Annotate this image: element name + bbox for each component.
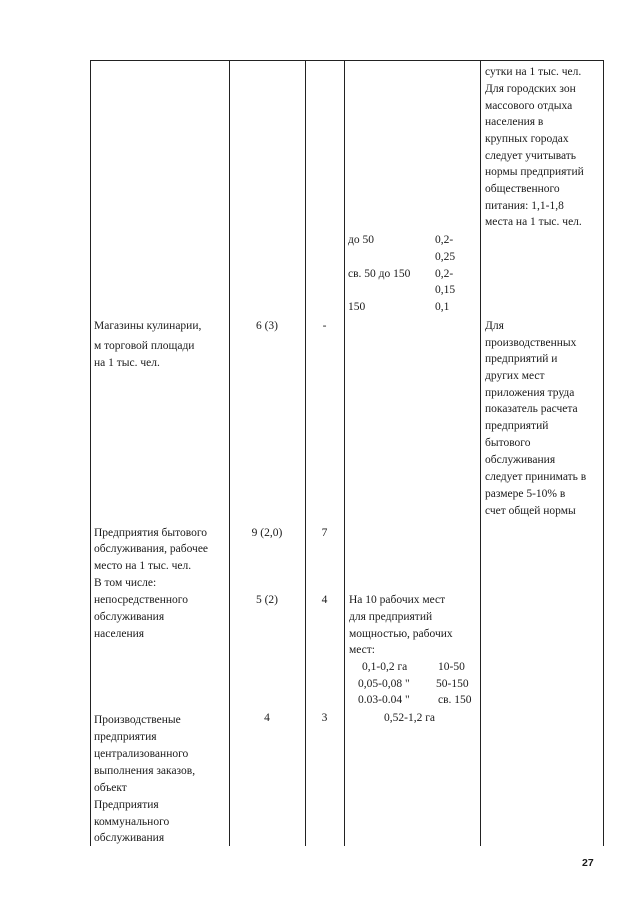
- size-value: 0,2-: [435, 234, 454, 246]
- row-name-line: Предприятия бытового: [94, 527, 208, 539]
- row-name-line: Магазины кулинарии,: [94, 320, 202, 332]
- column-divider: [305, 60, 306, 846]
- size-range: 150: [348, 301, 366, 313]
- column-divider: [344, 60, 345, 846]
- note-line: населения в: [485, 116, 544, 128]
- row-norm: 4: [264, 712, 270, 724]
- size-value: 0,2-: [435, 268, 454, 280]
- note-line: обслуживания: [485, 454, 556, 466]
- size-value: 0,25: [435, 251, 456, 263]
- note-line: Для городских зон: [485, 83, 576, 95]
- note-line: размере 5-10% в: [485, 488, 566, 500]
- sizing-capacity: св. 150: [438, 694, 472, 706]
- note-line: следует принимать в: [485, 471, 587, 483]
- note-line: счет общей нормы: [485, 505, 576, 517]
- row-value: 3: [321, 712, 328, 724]
- row-name-line: предприятия: [94, 731, 157, 743]
- note-line: приложения труда: [485, 387, 575, 399]
- size-value: 0,15: [435, 284, 456, 296]
- note-line: следует учитывать: [485, 150, 577, 162]
- row-name-line: м торговой площади: [94, 340, 195, 352]
- column-divider: [480, 60, 481, 846]
- row-value: 7: [321, 527, 328, 539]
- sizing-text: для предприятий: [349, 611, 433, 623]
- row-name-line: Предприятия: [94, 799, 159, 811]
- table-border-left: [90, 60, 91, 846]
- row-name-line: непосредственного: [94, 594, 188, 606]
- row-name-line: Производственые: [94, 714, 181, 726]
- table-top-border: [90, 60, 604, 61]
- row-name-line: централизованного: [94, 748, 189, 760]
- sizing-text: На 10 рабочих мест: [349, 594, 446, 606]
- row-name-line: обслуживания: [94, 611, 165, 623]
- sizing-area: 0,1-0,2 га: [362, 661, 408, 673]
- note-line: питания: 1,1-1,8: [485, 200, 564, 212]
- note-line: массового отдыха: [485, 100, 573, 112]
- note-line: других мест: [485, 370, 545, 382]
- note-line: места на 1 тыс. чел.: [485, 216, 582, 228]
- row-name-line: объект: [94, 782, 127, 794]
- column-divider: [229, 60, 230, 846]
- note-line: сутки на 1 тыс. чел.: [485, 66, 582, 78]
- note-line: крупных городах: [485, 133, 569, 145]
- sizing-capacity: 50-150: [436, 678, 469, 690]
- row-norm: 5 (2): [255, 594, 279, 606]
- size-range: св. 50 до 150: [348, 268, 411, 280]
- page-number: 27: [582, 857, 594, 869]
- note-line: общественного: [485, 183, 560, 195]
- row-name-line: на 1 тыс. чел.: [94, 357, 160, 369]
- sizing-area: 0.03-0.04 ": [358, 694, 410, 706]
- size-value: 0,1: [435, 301, 450, 313]
- row-name-line: населения: [94, 628, 145, 640]
- row-value: -: [322, 320, 327, 332]
- row-name-line: обслуживания: [94, 832, 165, 844]
- note-line: показатель расчета: [485, 403, 578, 415]
- row-name-line: выполнения заказов,: [94, 765, 196, 777]
- note-line: предприятий: [485, 420, 549, 432]
- row-name-line: коммунального: [94, 816, 170, 828]
- row-value: 4: [321, 594, 328, 606]
- note-line: производственных: [485, 337, 577, 349]
- row-name-line: место на 1 тыс. чел.: [94, 560, 192, 572]
- note-line: бытового: [485, 437, 531, 449]
- sizing-text: мест:: [349, 644, 375, 656]
- size-range: до 50: [348, 234, 374, 246]
- table-border-right: [603, 60, 604, 846]
- production-area: 0,52-1,2 га: [384, 712, 436, 724]
- note-line: Для: [485, 320, 504, 332]
- note-line: нормы предприятий: [485, 166, 584, 178]
- row-name-line: В том числе:: [94, 577, 157, 589]
- note-line: предприятий и: [485, 353, 558, 365]
- row-norm: 9 (2,0): [251, 527, 283, 539]
- sizing-text: мощностью, рабочих: [349, 628, 453, 640]
- sizing-capacity: 10-50: [438, 661, 465, 673]
- row-norm: 6 (3): [255, 320, 279, 332]
- row-name-line: обслуживания, рабочее: [94, 543, 209, 555]
- sizing-area: 0,05-0,08 ": [358, 678, 410, 690]
